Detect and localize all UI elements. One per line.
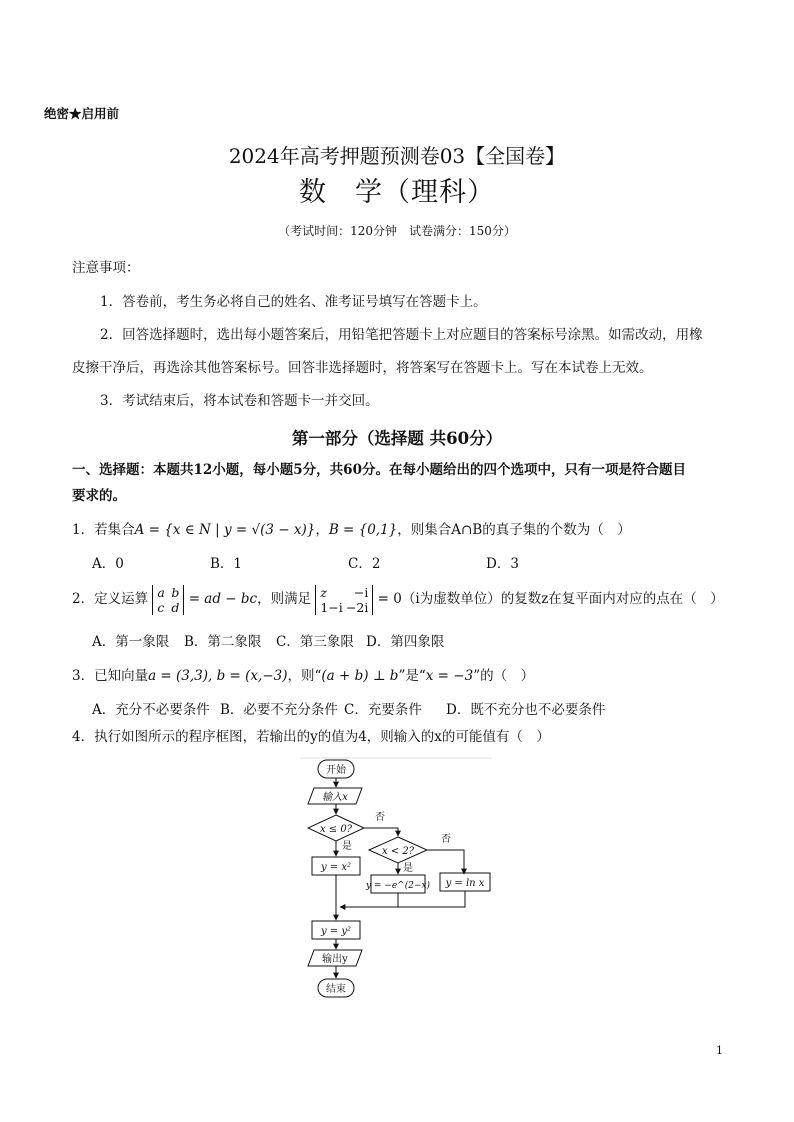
q1-prefix: 1．若集合	[72, 522, 135, 538]
q1-set-b: B = {0,1}	[328, 522, 398, 538]
notice-item-3: 3．考试结束后，将本试卷和答题卡一并交回。	[100, 393, 379, 409]
q2-mid: ，则满足	[257, 591, 312, 607]
question-4: 4．执行如图所示的程序框图，若输出的y的值为4，则输入的x的可能值有（ ）	[72, 729, 550, 745]
notice-item-2-line2: 皮擦干净后，再选涂其他答案标号。回答非选择题时，将答案写在答题卡上。写在本试卷上无效。	[72, 360, 653, 376]
q3-option-b: B．必要不充分条件	[220, 702, 338, 718]
confidential-label: 绝密★启用前	[44, 106, 120, 121]
q2-matrix-def: a b c d	[152, 585, 184, 615]
q2-option-b: B．第二象限	[184, 634, 262, 650]
output-label: 输出y	[322, 954, 348, 965]
notice-title: 注意事项：	[72, 260, 140, 276]
decision-2-no: 否	[441, 834, 451, 845]
section-intro-line2: 要求的。	[72, 488, 126, 504]
q3-option-d: D．既不充分也不必要条件	[446, 702, 606, 718]
q2-option-d: D．第四象限	[366, 634, 445, 650]
decision-2-yes: 是	[403, 863, 413, 874]
section-intro-line1: 一、选择题：本题共12小题，每小题5分，共60分。在每小题给出的四个选项中，只有一项是符合题目	[72, 462, 686, 478]
q1-option-d: D．3	[486, 556, 519, 572]
q1-option-b: B．1	[210, 556, 243, 572]
q2-det-def: = ad − bc	[188, 591, 258, 607]
question-3: 3．已知向量a = (3,3), b = (x,−3)，则“(a + b) ⊥ b”是“x = −3”的（ ）	[72, 668, 535, 684]
square-label: y = y²	[320, 926, 352, 937]
decision-1-yes: 是	[342, 841, 352, 852]
box-right-label: y = ln x	[445, 878, 485, 889]
box-left-label: y = x²	[320, 862, 352, 873]
q3-option-c: C．充要条件	[344, 702, 422, 718]
q3-vectors: a = (3,3), b = (x,−3)	[148, 668, 288, 684]
decision-2-label: x < 2?	[381, 846, 415, 857]
notice-item-2-line1: 2．回答选择题时，选出每小题答案后，用铅笔把答题卡上对应题目的答案标号涂黑。如需改动，用橡	[100, 327, 703, 343]
question-1: 1．若集合A = {x ∈ N | y = √(3 − x)}，B = {0,1}，则集合A∩B的真子集的个数为（ ）	[72, 522, 631, 538]
q2-option-a: A．第一象限	[92, 634, 170, 650]
box-mid-label: y = −e^(2−x)	[365, 881, 431, 891]
q2-prefix: 2．定义运算	[72, 591, 149, 607]
q1-suffix: ，则集合A∩B的真子集的个数为（ ）	[397, 522, 631, 538]
exam-title: 2024年高考押题预测卷03【全国卷】	[228, 144, 566, 168]
q1-set-a: A = {x ∈ N | y = √(3 − x)}	[134, 522, 316, 538]
q2-option-c: C．第三象限	[276, 634, 354, 650]
q1-option-a: A．0	[92, 556, 124, 572]
section-title: 第一部分（选择题 共60分）	[291, 429, 503, 448]
decision-1-no: 否	[375, 812, 385, 823]
q3-option-a: A．充分不必要条件	[92, 702, 210, 718]
end-label: 结束	[326, 984, 346, 995]
start-label: 开始	[326, 765, 346, 776]
q3-condition-2: x = −3	[425, 668, 474, 684]
subject-title: 数 学（理科）	[299, 177, 495, 208]
exam-info: （考试时间：120分钟 试卷满分：150分）	[278, 224, 516, 238]
page-number: 1	[716, 1044, 723, 1057]
q3-condition: (a + b) ⊥ b	[321, 668, 399, 684]
decision-1-label: x ≤ 0?	[319, 824, 353, 835]
q2-eq: = 0	[377, 591, 402, 607]
q2-matrix-given: z −i 1−i −2i	[315, 585, 373, 615]
notice-item-1: 1．答卷前，考生务必将自己的姓名、准考证号填写在答题卡上。	[100, 294, 487, 310]
q2-suffix: （i为虚数单位）的复数z在复平面内对应的点在（ ）	[401, 591, 724, 607]
input-label: 输入x	[322, 792, 348, 803]
q1-option-c: C．2	[348, 556, 381, 572]
